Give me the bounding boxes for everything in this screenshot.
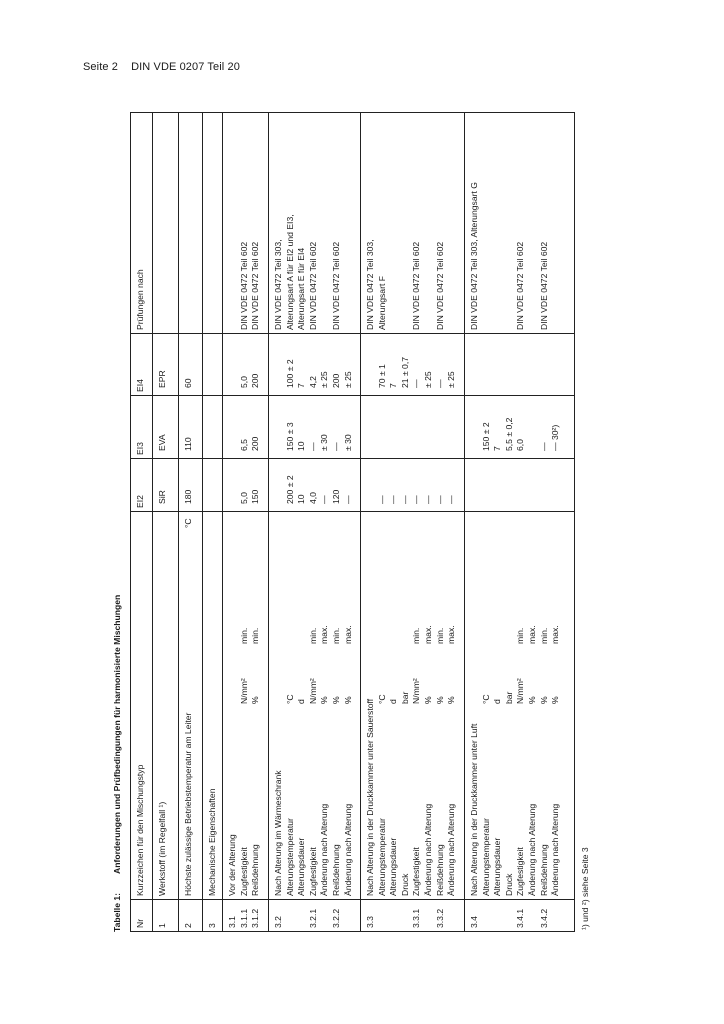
table-cell: 200 ± 2 bbox=[284, 475, 295, 504]
table-cell: 5,0 bbox=[238, 492, 249, 504]
row-divider bbox=[360, 112, 361, 932]
table-cell: — bbox=[411, 379, 422, 388]
table-cell: 60 bbox=[183, 378, 193, 388]
table-cell: — bbox=[342, 495, 353, 504]
limit-label: max. bbox=[446, 625, 457, 644]
table-cell: Zugfestigkeit bbox=[238, 847, 249, 896]
table-cell: ± 25 bbox=[423, 371, 433, 388]
column-header: Prüfungen nach bbox=[135, 269, 145, 330]
column-header: EI2 bbox=[135, 495, 145, 508]
table-cell: DIN VDE 0472 Teil 303, bbox=[273, 239, 283, 330]
unit-label: °C bbox=[183, 518, 193, 528]
table-cell: 1 bbox=[157, 923, 167, 928]
table-cell: SiR bbox=[157, 490, 167, 504]
table-cell: 150 ± 3 bbox=[284, 422, 295, 451]
table-cell: ± 25 bbox=[446, 371, 457, 388]
table-border-top bbox=[130, 112, 131, 932]
table-cell: 180 bbox=[183, 489, 193, 504]
table-cell: 10 bbox=[296, 441, 307, 451]
limit-label: max. bbox=[342, 625, 353, 644]
table-cell: 100 ± 2 bbox=[284, 359, 295, 388]
table-cell: Nach Alterung im Wärmeschrank bbox=[273, 770, 283, 896]
table-cell: DIN VDE 0472 Teil 602 bbox=[434, 241, 445, 330]
table-cell: DIN VDE 0472 Teil 602 bbox=[238, 241, 249, 330]
table-title: Anforderungen und Prüfbedingungen für harmonisierte Mischungen bbox=[112, 594, 122, 874]
column-divider bbox=[130, 511, 574, 512]
table-cell: 5,5 ± 0,2 bbox=[503, 417, 514, 451]
footnote: ¹) und ²) siehe Seite 3 bbox=[580, 847, 590, 930]
table-cell: 6,5 bbox=[238, 439, 249, 451]
limit-label: max. bbox=[319, 625, 330, 644]
table-cell: 200 bbox=[250, 373, 261, 388]
unit-label: % bbox=[250, 696, 261, 704]
limit-label: min. bbox=[538, 627, 549, 644]
table-cell: 5,0 bbox=[238, 376, 249, 388]
table-cell: Reißdehnung bbox=[331, 844, 341, 896]
table-cell: DIN VDE 0472 Teil 602 bbox=[331, 241, 341, 330]
table-cell: 3.2.2 bbox=[331, 908, 341, 928]
table-cell: 70 ± 1 bbox=[376, 364, 387, 388]
unit-label: % bbox=[319, 696, 330, 704]
table-cell: 3.3.1 bbox=[411, 908, 422, 928]
column-header: Kurzzeichen für den Mischungstyp bbox=[135, 764, 145, 896]
unit-label: % bbox=[342, 696, 353, 704]
table-cell: 200 bbox=[250, 436, 261, 451]
row-divider bbox=[178, 112, 179, 932]
limit-label: min. bbox=[331, 627, 341, 644]
table-cell: Höchste zulässige Betriebstemperatur am Leiter bbox=[183, 712, 193, 896]
table-cell: Alterungsdauer bbox=[388, 837, 399, 896]
table-cell: 3.4 bbox=[469, 916, 479, 928]
unit-label: % bbox=[550, 696, 561, 704]
table-cell: Werkstoff (im Regelfall ¹) bbox=[157, 801, 167, 896]
table-cell: DIN VDE 0472 Teil 602 bbox=[538, 241, 549, 330]
table-cell: 3.2 bbox=[273, 916, 283, 928]
table-cell: Alterungsart F bbox=[376, 276, 387, 330]
rotated-table-area bbox=[112, 112, 602, 932]
table-cell: 150 bbox=[250, 489, 261, 504]
table-cell: — bbox=[446, 495, 457, 504]
table-cell: 2 bbox=[183, 923, 193, 928]
row-divider bbox=[222, 112, 223, 932]
unit-label: °C bbox=[284, 694, 295, 704]
table-cell: Alterungsdauer bbox=[296, 837, 307, 896]
limit-label: min. bbox=[307, 627, 318, 644]
table-cell: Änderung nach Alterung bbox=[527, 803, 537, 896]
column-divider bbox=[130, 458, 574, 459]
table-cell: Druck bbox=[503, 873, 514, 896]
table-cell: 7 bbox=[296, 383, 307, 388]
table-cell: — bbox=[434, 379, 445, 388]
table-cell: 3.3 bbox=[365, 916, 375, 928]
table-cell: Änderung nach Alterung bbox=[342, 803, 353, 896]
table-cell: DIN VDE 0472 Teil 303, bbox=[365, 239, 375, 330]
table-cell: 21 ± 0,7 bbox=[399, 357, 410, 388]
unit-label: % bbox=[434, 696, 445, 704]
table-cell: — bbox=[388, 495, 399, 504]
table-cell: 3.1.1 bbox=[238, 908, 249, 928]
row-divider bbox=[202, 112, 203, 932]
unit-label: bar bbox=[503, 691, 514, 704]
table-cell: — bbox=[538, 442, 549, 451]
page-number: Seite 2 bbox=[83, 61, 118, 73]
table-cell: Zugfestigkeit bbox=[515, 847, 526, 896]
table-cell: Alterungsart A für EI2 und EI3, bbox=[284, 214, 295, 330]
unit-label: °C bbox=[376, 694, 387, 704]
table-cell: Druck bbox=[399, 873, 410, 896]
limit-label: min. bbox=[250, 627, 261, 644]
table-cell: Alterungstemperatur bbox=[376, 818, 387, 896]
unit-label: % bbox=[423, 696, 433, 704]
table-cell: 7 bbox=[492, 446, 503, 451]
limit-label: max. bbox=[550, 625, 561, 644]
limit-label: max. bbox=[527, 625, 537, 644]
table-cell: 3.2.1 bbox=[307, 908, 318, 928]
column-divider bbox=[130, 112, 574, 113]
table-cell: EPR bbox=[157, 370, 167, 388]
limit-label: min. bbox=[238, 627, 249, 644]
table-cell: Änderung nach Alterung bbox=[550, 803, 561, 896]
table-cell: — bbox=[399, 495, 410, 504]
unit-label: bar bbox=[399, 691, 410, 704]
table-cell: DIN VDE 0472 Teil 602 bbox=[307, 241, 318, 330]
column-divider bbox=[130, 899, 574, 900]
table-cell: 3.4.2 bbox=[538, 908, 549, 928]
table-cell: Alterungsart E für EI4 bbox=[296, 247, 307, 330]
table-cell: EVA bbox=[157, 434, 167, 451]
unit-label: % bbox=[538, 696, 549, 704]
table-cell: 3.4.1 bbox=[515, 908, 526, 928]
table-cell: — bbox=[434, 495, 445, 504]
unit-label: d bbox=[492, 699, 503, 704]
limit-label: min. bbox=[411, 627, 422, 644]
table-cell: DIN VDE 0472 Teil 602 bbox=[250, 241, 261, 330]
table-cell: 7 bbox=[388, 383, 399, 388]
table-cell: 150 ± 2 bbox=[480, 422, 491, 451]
limit-label: min. bbox=[515, 627, 526, 644]
table-cell: 3.3.2 bbox=[434, 908, 445, 928]
table-cell: 120 bbox=[331, 489, 341, 504]
unit-label: °C bbox=[480, 694, 491, 704]
table-cell: 3.1 bbox=[227, 916, 237, 928]
unit-label: N/mm² bbox=[307, 678, 318, 704]
table-cell: Vor der Alterung bbox=[227, 834, 237, 896]
table-cell: 200 bbox=[331, 373, 341, 388]
table-cell: Zugfestigkeit bbox=[307, 847, 318, 896]
unit-label: N/mm² bbox=[411, 678, 422, 704]
table-cell: 4,2 bbox=[307, 376, 318, 388]
table-cell: Nach Alterung in der Druckkammer unter Sauerstoff bbox=[365, 698, 375, 896]
table-cell: — bbox=[331, 442, 341, 451]
table-cell: — bbox=[319, 495, 330, 504]
table-border-bottom bbox=[574, 112, 575, 932]
table-cell: 3 bbox=[207, 923, 217, 928]
column-divider bbox=[130, 931, 574, 932]
table-cell: — bbox=[411, 495, 422, 504]
table-cell: ± 25 bbox=[319, 371, 330, 388]
column-header: EI3 bbox=[135, 442, 145, 455]
row-divider bbox=[152, 112, 153, 932]
table-cell: Reißdehnung bbox=[434, 844, 445, 896]
column-divider bbox=[130, 333, 574, 334]
unit-label: % bbox=[446, 696, 457, 704]
row-divider bbox=[464, 112, 465, 932]
table-title-label: Tabelle 1: bbox=[112, 892, 122, 932]
table-cell: ± 30 bbox=[319, 434, 330, 451]
table-cell: ± 25 bbox=[342, 371, 353, 388]
table-cell: Nach Alterung in der Druckkammer unter Luft bbox=[469, 723, 479, 896]
limit-label: min. bbox=[434, 627, 445, 644]
table-cell: Alterungsdauer bbox=[492, 837, 503, 896]
unit-label: d bbox=[296, 699, 307, 704]
table-cell: Änderung nach Alterung bbox=[319, 803, 330, 896]
table-cell: Änderung nach Alterung bbox=[423, 803, 433, 896]
table-cell: Alterungstemperatur bbox=[480, 818, 491, 896]
unit-label: N/mm² bbox=[238, 678, 249, 704]
table-cell: Änderung nach Alterung bbox=[446, 803, 457, 896]
limit-label: max. bbox=[423, 625, 433, 644]
table-cell: Zugfestigkeit bbox=[411, 847, 422, 896]
table-cell: DIN VDE 0472 Teil 602 bbox=[515, 241, 526, 330]
table-cell: DIN VDE 0472 Teil 602 bbox=[411, 241, 422, 330]
table-cell: 6,0 bbox=[515, 439, 526, 451]
table-cell: Reißdehnung bbox=[250, 844, 261, 896]
table-cell: — bbox=[423, 495, 433, 504]
table-cell: — bbox=[307, 442, 318, 451]
table-cell: Alterungstemperatur bbox=[284, 818, 295, 896]
unit-label: N/mm² bbox=[515, 678, 526, 704]
table-cell: — 30²) bbox=[550, 424, 561, 451]
table-cell: 10 bbox=[296, 494, 307, 504]
table-cell: DIN VDE 0472 Teil 303, Alterungsart G bbox=[469, 182, 479, 330]
table-cell: 110 bbox=[183, 437, 193, 451]
requirements-table bbox=[112, 112, 602, 932]
unit-label: d bbox=[388, 699, 399, 704]
row-divider bbox=[268, 112, 269, 932]
table-cell: 3.1.2 bbox=[250, 908, 261, 928]
unit-label: % bbox=[527, 696, 537, 704]
unit-label: % bbox=[331, 696, 341, 704]
table-cell: — bbox=[376, 495, 387, 504]
table-cell: 4,0 bbox=[307, 492, 318, 504]
column-header: Nr bbox=[135, 918, 145, 928]
column-divider bbox=[130, 395, 574, 396]
standard-title: DIN VDE 0207 Teil 20 bbox=[131, 61, 240, 73]
table-cell: ± 30 bbox=[342, 434, 353, 451]
column-header: EI4 bbox=[135, 379, 145, 392]
table-cell: Mechanische Eigenschaften bbox=[207, 788, 217, 896]
table-cell: Reißdehnung bbox=[538, 844, 549, 896]
